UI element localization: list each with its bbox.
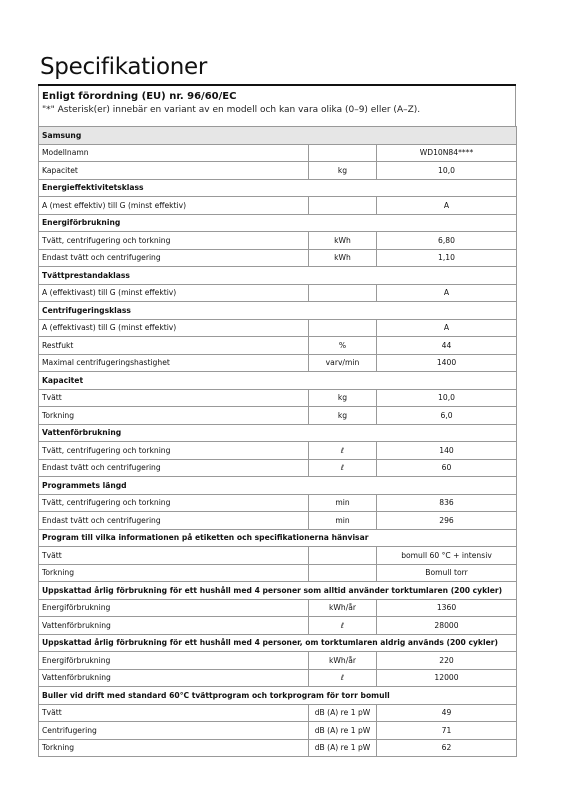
section-title: Energiförbrukning [39,214,517,232]
table-row [39,144,517,162]
section-header [39,302,517,320]
section-header [39,634,517,652]
table-row [39,617,517,635]
row-unit: ℓ [309,669,377,687]
row-label: A (effektivast) till G (minst effektiv) [39,319,309,337]
row-label: Vattenförbrukning [39,617,309,635]
section-title: Buller vid drift med standard 60°C tvättprogram och torkprogram för torr bomull [39,687,517,705]
regulation-title: Enligt förordning (EU) nr. 96/60/EC [42,91,237,102]
table-row [39,232,517,250]
spec-page [38,52,516,757]
row-label: Tvätt, centrifugering och torkning [39,442,309,460]
row-value: WD10N84**** [377,144,517,162]
row-unit: dB (A) re 1 pW [309,739,377,757]
row-unit: kg [309,389,377,407]
row-unit: kWh [309,249,377,267]
row-value: 62 [377,739,517,757]
row-unit: min [309,494,377,512]
row-label: Modellnamn [39,144,309,162]
section-header [39,127,517,145]
page-title: Specifikationer [38,52,516,86]
row-label: Energiförbrukning [39,599,309,617]
section-header [39,529,517,547]
table-row [39,284,517,302]
row-unit: varv/min [309,354,377,372]
row-unit [309,564,377,582]
row-value: 60 [377,459,517,477]
table-row [39,197,517,215]
section-header [39,214,517,232]
table-row [39,337,517,355]
regulation-box [38,86,516,126]
row-unit: kWh/år [309,599,377,617]
row-label: Tvätt, centrifugering och torkning [39,232,309,250]
regulation-note: "*" Asterisk(er) innebär en variant av en modell och kan vara olika (0–9) eller (A–Z). [42,105,421,115]
row-label: Torkning [39,407,309,425]
row-value: 6,0 [377,407,517,425]
table-row [39,407,517,425]
table-row [39,704,517,722]
row-unit [309,547,377,565]
row-label: Energiförbrukning [39,652,309,670]
table-row [39,547,517,565]
table-row [39,494,517,512]
row-label: A (mest effektiv) till G (minst effektiv) [39,197,309,215]
row-unit: kWh [309,232,377,250]
row-label: Tvätt, centrifugering och torkning [39,494,309,512]
row-value: Bomull torr [377,564,517,582]
row-label: Endast tvätt och centrifugering [39,512,309,530]
section-header [39,179,517,197]
row-value: 140 [377,442,517,460]
row-unit: min [309,512,377,530]
section-title: Uppskattad årlig förbrukning för ett hushåll med 4 personer som alltid använder torktumlaren (200 cykler) [39,582,517,600]
row-unit: ℓ [309,617,377,635]
table-row [39,722,517,740]
row-value: 28000 [377,617,517,635]
row-unit: ℓ [309,442,377,460]
table-row [39,442,517,460]
row-unit: kWh/år [309,652,377,670]
row-value: 10,0 [377,389,517,407]
row-value: 12000 [377,669,517,687]
row-label: Kapacitet [39,162,309,180]
row-unit [309,197,377,215]
section-title: Tvättprestandaklass [39,267,517,285]
table-row [39,389,517,407]
section-header [39,582,517,600]
row-label: Restfukt [39,337,309,355]
row-unit: dB (A) re 1 pW [309,704,377,722]
row-label: Torkning [39,739,309,757]
section-title: Kapacitet [39,372,517,390]
table-row [39,652,517,670]
section-title: Program till vilka informationen på etiketten och specifikationerna hänvisar [39,529,517,547]
section-title: Uppskattad årlig förbrukning för ett hushåll med 4 personer, om torktumlaren aldrig används (200 cykler) [39,634,517,652]
section-header [39,477,517,495]
row-label: Centrifugering [39,722,309,740]
table-row [39,669,517,687]
row-label: A (effektivast) till G (minst effektiv) [39,284,309,302]
row-value: 1,10 [377,249,517,267]
section-title: Centrifugeringsklass [39,302,517,320]
row-value: bomull 60 °C + intensiv [377,547,517,565]
row-label: Maximal centrifugeringshastighet [39,354,309,372]
row-unit [309,319,377,337]
section-header [39,424,517,442]
table-row [39,459,517,477]
row-label: Tvätt [39,389,309,407]
table-row [39,354,517,372]
section-title: Programmets längd [39,477,517,495]
row-value: 49 [377,704,517,722]
spec-table [38,126,517,757]
row-value: 1400 [377,354,517,372]
row-label: Endast tvätt och centrifugering [39,459,309,477]
row-unit: kg [309,407,377,425]
row-unit: ℓ [309,459,377,477]
table-row [39,564,517,582]
row-value: 10,0 [377,162,517,180]
row-value: 1360 [377,599,517,617]
section-title: Energieffektivitetsklass [39,179,517,197]
row-value: 71 [377,722,517,740]
section-header [39,267,517,285]
section-header [39,687,517,705]
row-unit [309,284,377,302]
section-header [39,372,517,390]
row-value: A [377,319,517,337]
row-label: Tvätt [39,547,309,565]
row-value: 220 [377,652,517,670]
table-row [39,739,517,757]
row-value: 44 [377,337,517,355]
row-unit: dB (A) re 1 pW [309,722,377,740]
row-label: Tvätt [39,704,309,722]
section-title: Vattenförbrukning [39,424,517,442]
section-title: Samsung [39,127,517,145]
row-value: 6,80 [377,232,517,250]
row-label: Vattenförbrukning [39,669,309,687]
row-value: 836 [377,494,517,512]
row-unit: kg [309,162,377,180]
row-unit: % [309,337,377,355]
table-row [39,512,517,530]
row-value: A [377,197,517,215]
row-label: Endast tvätt och centrifugering [39,249,309,267]
table-row [39,599,517,617]
row-label: Torkning [39,564,309,582]
table-row [39,162,517,180]
row-value: 296 [377,512,517,530]
row-value: A [377,284,517,302]
table-row [39,319,517,337]
row-unit [309,144,377,162]
table-row [39,249,517,267]
